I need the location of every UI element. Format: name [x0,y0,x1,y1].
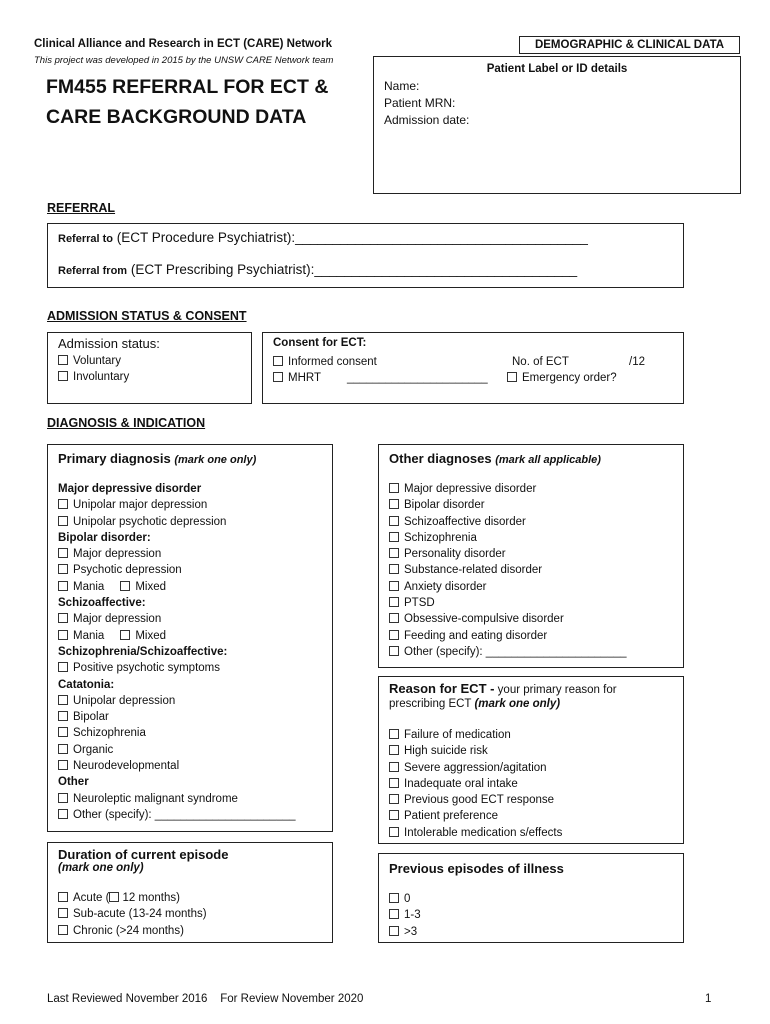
duration-heading: Duration of current episode [58,847,229,862]
checkbox-icon[interactable] [389,581,399,591]
list-item[interactable]: Neuroleptic malignant syndrome [58,791,296,807]
admission-date-label: Admission date: [384,113,470,127]
checkbox-icon[interactable] [58,892,68,902]
checkbox-icon[interactable] [389,597,399,607]
checkbox-icon[interactable] [389,745,399,755]
mhrt-line[interactable]: ______________________ [347,372,488,384]
list-item[interactable]: Patient preference [389,808,562,824]
checkbox-icon[interactable] [389,926,399,936]
network-name: Clinical Alliance and Research in ECT (CARE) Network [34,38,333,50]
checkbox-icon[interactable] [58,630,68,640]
duration-box [47,842,333,943]
admission-status-box [47,332,252,404]
list-item[interactable]: >3 [389,924,421,940]
list-item[interactable]: Psychotic depression [58,562,296,578]
checkbox-icon[interactable] [389,613,399,623]
checkbox-icon[interactable] [58,727,68,737]
mhrt-option[interactable]: MHRT [273,370,321,386]
checkbox-icon[interactable] [58,908,68,918]
list-item[interactable]: Organic [58,742,296,758]
list-item[interactable]: 0 [389,891,421,907]
list-item[interactable]: Neurodevelopmental [58,758,296,774]
checkbox-icon[interactable] [389,532,399,542]
list-item[interactable]: Other (specify): ______________________ [58,807,296,823]
checkbox-icon[interactable] [389,729,399,739]
category-heading: Catatonia: [58,678,115,691]
referral-box [47,223,684,288]
checkbox-icon[interactable] [507,372,517,382]
checkbox-icon[interactable] [120,630,130,640]
last-reviewed: Last Reviewed November 2016 [47,993,208,1005]
no-of-ect-label: No. of ECT [512,356,569,368]
informed-consent-option[interactable]: Informed consent [273,354,377,370]
list-item[interactable]: Other (specify): ______________________ [389,644,627,660]
checkbox-icon[interactable] [58,499,68,509]
checkbox-icon[interactable] [58,581,68,591]
list-item[interactable]: Schizoaffective disorder [389,514,627,530]
checkbox-icon[interactable] [389,778,399,788]
other-diagnoses-list [389,481,627,660]
mrn-label: Patient MRN: [384,96,456,110]
list-item[interactable]: Substance-related disorder [389,562,627,578]
acute-option[interactable]: Acute ( 12 months) [58,890,207,906]
checkbox-icon[interactable] [58,809,68,819]
reason-heading: Reason for ECT - your primary reason for prescribing ECT (mark one only) [389,681,617,710]
involuntary-option[interactable]: Involuntary [58,369,129,385]
demographic-label: DEMOGRAPHIC & CLINICAL DATA [519,36,740,54]
checkbox-icon[interactable] [389,794,399,804]
referral-from-row[interactable]: Referral from (ECT Prescribing Psychiatrist):___________________________________ [58,262,578,277]
checkbox-icon[interactable] [389,893,399,903]
checkbox-icon[interactable] [58,548,68,558]
checkbox-icon[interactable] [389,630,399,640]
reason-list [389,727,562,841]
list-item[interactable]: Major depressive disorder [389,481,627,497]
checkbox-icon[interactable] [58,371,68,381]
list-item[interactable]: Positive psychotic symptoms [58,660,296,676]
checkbox-icon[interactable] [389,499,399,509]
duration-note: (mark one only) [58,862,144,874]
list-item[interactable]: Mania Mixed [58,628,296,644]
checkbox-icon[interactable] [58,793,68,803]
checkbox-icon[interactable] [58,925,68,935]
checkbox-icon[interactable] [58,355,68,365]
previous-episodes-box [378,853,684,943]
list-item[interactable]: Failure of medication [389,727,562,743]
category-heading: Schizoaffective: [58,597,146,610]
primary-diagnosis-heading: Primary diagnosis (mark one only) [58,451,257,466]
list-item[interactable]: Mania Mixed [58,579,296,595]
primary-diagnosis-box [47,444,333,832]
list-item[interactable]: Bipolar disorder [389,497,627,513]
checkbox-icon[interactable] [389,762,399,772]
patient-label-box[interactable] [373,56,741,194]
checkbox-icon[interactable] [273,356,283,366]
checkbox-icon[interactable] [58,613,68,623]
list-item[interactable]: 1-3 [389,907,421,923]
list-item[interactable]: Previous good ECT response [389,792,562,808]
page-number: 1 [705,993,712,1005]
patient-label-heading: Patient Label or ID details [486,63,628,75]
list-item[interactable]: High suicide risk [389,743,562,759]
checkbox-icon[interactable] [58,760,68,770]
list-item[interactable]: Severe aggression/agitation [389,760,562,776]
checkbox-icon[interactable] [389,810,399,820]
voluntary-option[interactable]: Voluntary [58,353,129,369]
list-item[interactable]: Personality disorder [389,546,627,562]
admission-status-heading: Admission status: [58,336,160,351]
name-label: Name: [384,79,420,93]
previous-episodes-heading: Previous episodes of illness [389,861,564,876]
category-heading: Other [58,776,89,789]
checkbox-icon [109,892,119,902]
category-heading: Major depressive disorder [58,483,202,495]
checkbox-icon[interactable] [58,662,68,672]
list-item[interactable]: Feeding and eating disorder [389,628,627,644]
previous-episodes-list [389,891,421,940]
list-item[interactable]: Major depression [58,611,296,627]
checkbox-icon[interactable] [389,564,399,574]
consent-heading: Consent for ECT: [273,337,367,349]
category-heading: Bipolar disorder: [58,531,151,544]
checkbox-icon[interactable] [58,711,68,721]
list-item[interactable]: Schizophrenia [389,530,627,546]
developed-note: This project was developed in 2015 by the UNSW CARE Network team [34,55,334,66]
consent-box [262,332,684,404]
list-item[interactable]: Inadequate oral intake [389,776,562,792]
emergency-order-option[interactable]: Emergency order? [507,370,617,386]
admission-section-title: ADMISSION STATUS & CONSENT [47,309,247,323]
primary-diagnosis-list [58,481,296,823]
checkbox-icon[interactable] [389,516,399,526]
checkbox-icon[interactable] [389,827,399,837]
duration-option[interactable]: Chronic (>24 months) [58,923,207,939]
for-review: For Review November 2020 [220,993,364,1005]
checkbox-icon[interactable] [58,695,68,705]
checkbox-icon[interactable] [389,483,399,493]
checkbox-icon[interactable] [389,548,399,558]
list-item[interactable]: PTSD [389,595,627,611]
duration-option[interactable]: Sub-acute (13-24 months) [58,906,207,922]
footer-review [47,993,363,1005]
checkbox-icon[interactable] [273,372,283,382]
other-diagnoses-heading: Other diagnoses (mark all applicable) [389,451,601,466]
checkbox-icon[interactable] [389,646,399,656]
reason-box [378,676,684,844]
of-12-label: /12 [629,356,645,368]
list-item[interactable]: Obsessive-compulsive disorder [389,611,627,627]
list-item[interactable]: Bipolar [58,709,296,725]
list-item[interactable]: Major depression [58,546,296,562]
checkbox-icon[interactable] [120,581,130,591]
checkbox-icon[interactable] [58,744,68,754]
referral-section-title: REFERRAL [47,201,116,215]
checkbox-icon[interactable] [389,909,399,919]
list-item[interactable]: Anxiety disorder [389,579,627,595]
list-item[interactable]: Unipolar major depression [58,497,296,513]
list-item[interactable]: Unipolar depression [58,693,296,709]
page-title: FM455 REFERRAL FOR ECT & CARE BACKGROUND DATA [46,76,329,128]
checkbox-icon[interactable] [58,516,68,526]
list-item[interactable]: Unipolar psychotic depression [58,514,296,530]
checkbox-icon[interactable] [58,564,68,574]
diagnosis-section-title: DIAGNOSIS & INDICATION [47,416,206,430]
list-item[interactable]: Schizophrenia [58,725,296,741]
other-diagnoses-box [378,444,684,668]
category-heading: Schizophrenia/Schizoaffective: [58,645,228,658]
referral-to-row[interactable]: Referral to (ECT Procedure Psychiatrist):_______________________________________ [58,230,588,245]
list-item[interactable]: Intolerable medication s/effects [389,825,562,841]
